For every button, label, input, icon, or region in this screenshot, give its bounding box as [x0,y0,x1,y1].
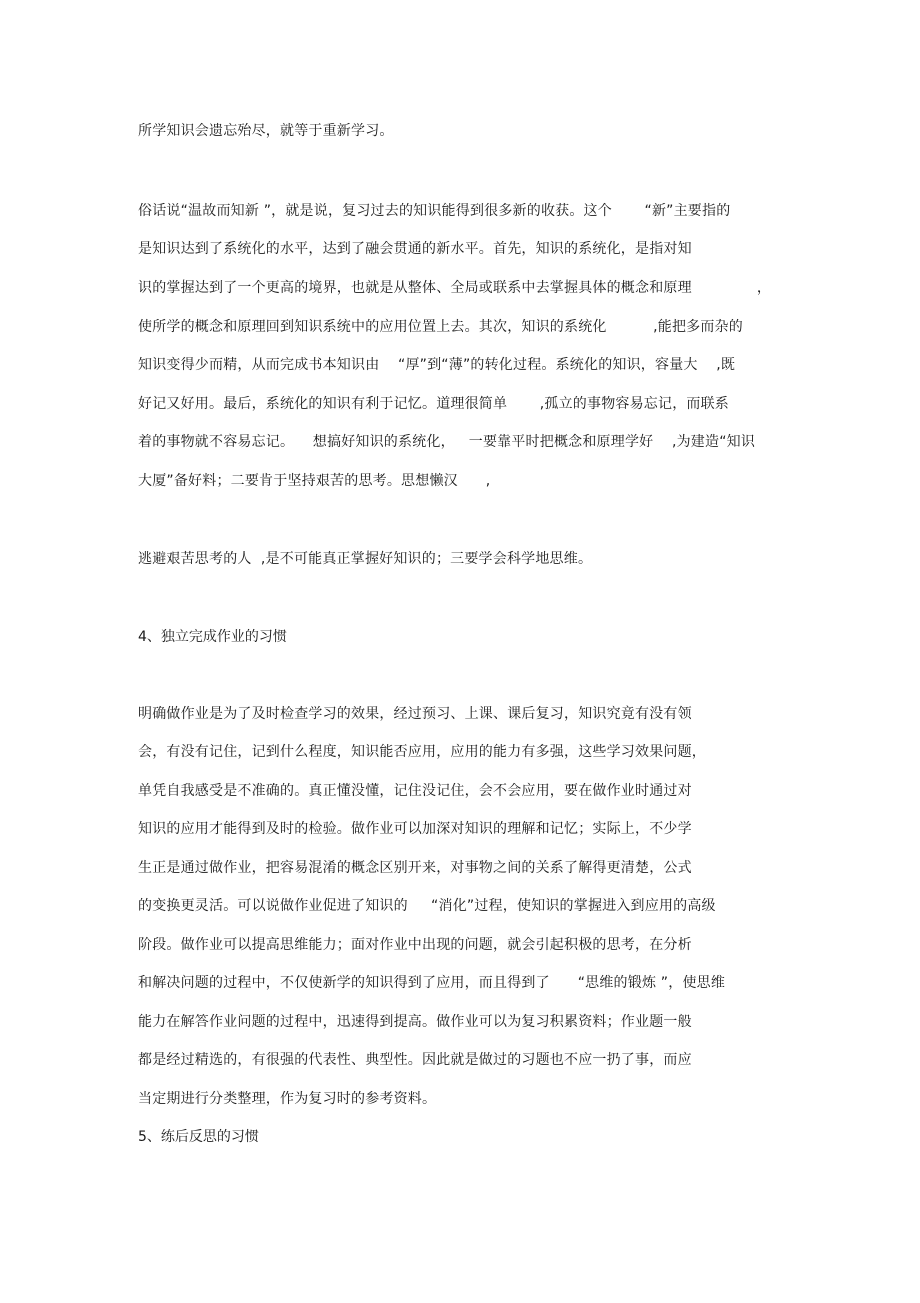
paragraph-line: 阶段。做作业可以提高思维能力；面对作业中出现的问题，就会引起积极的思考，在分析 [138,937,692,953]
paragraph-line: 单凭自我感受是不准确的。真正懂没懂，记住没记住，会不会应用，要在做作业时通过对 [138,783,692,799]
paragraph-line: 能力在解答作业问题的过程中，迅速得到提高。做作业可以为复习积累资料；作业题一般 [138,1014,692,1030]
paragraph-line: 和解决问题的过程中，不仅使新学的知识得到了应用，而且得到了 “思维的锻炼 ”，使思维 [138,975,726,991]
paragraph-line: 会，有没有记住，记到什么程度，知识能否应用，应用的能力有多强，这些学习效果问题， [138,744,706,760]
paragraph-line: 的变换更灵活。可以说做作业促进了知识的 “消化”过程，使知识的掌握进入到应用的高级 [138,898,716,914]
paragraph-line: 逃避艰苦思考的人 ,是不可能真正掌握好知识的；三要学会科学地思维。 [138,551,593,567]
paragraph-line: 明确做作业是为了及时检查学习的效果，经过预习、上课、课后复习，知识究竟有没有领 [138,706,692,722]
paragraph-line: 是知识达到了系统化的水平，达到了融会贯通的新水平。首先，知识的系统化，是指对知 [138,241,692,257]
paragraph-line: 使所学的概念和原理回到知识系统中的应用位置上去。其次，知识的系统化 ,能把多而杂的 [138,319,743,335]
paragraph-line: 都是经过精选的，有很强的代表性、典型性。因此就是做过的习题也不应一扔了事，而应 [138,1052,692,1068]
paragraph-line: 好记又好用。最后，系统化的知识有利于记忆。道理很简单 ,孤立的事物容易忘记，而联系 [138,396,729,412]
paragraph-line: 着的事物就不容易忘记。 想搞好知识的系统化， 一要靠平时把概念和原理学好 ,为建造“知识 [138,434,756,450]
paragraph-line: 知识的应用才能得到及时的检验。做作业可以加深对知识的理解和记忆；实际上，不少学 [138,821,692,837]
paragraph-line: 当定期进行分类整理，作为复习时的参考资料。 [138,1091,437,1107]
paragraph-line: 大厦”备好料；二要肯于坚持艰苦的思考。思想懒汉 , [138,473,491,489]
paragraph-line: 知识变得少而精，从而完成书本知识由 “厚”到“薄”的转化过程。系统化的知识，容量大 ,既 [138,357,736,373]
section-heading-5: 5、练后反思的习惯 [138,1129,259,1145]
section-heading-4: 4、独立完成作业的习惯 [138,629,287,645]
paragraph-line: 生正是通过做作业，把容易混淆的概念区别开来，对事物之间的关系了解得更清楚，公式 [138,860,692,876]
opening-line: 所学知识会遗忘殆尽，就等于重新学习。 [138,123,394,139]
paragraph-line: 俗话说“温故而知新 ”，就是说，复习过去的知识能得到很多新的收获。这个 “新”主要指的 [138,203,731,219]
paragraph-line: 识的掌握达到了一个更高的境界，也就是从整体、全局或联系中去掌握具体的概念和原理 ， [138,280,772,296]
